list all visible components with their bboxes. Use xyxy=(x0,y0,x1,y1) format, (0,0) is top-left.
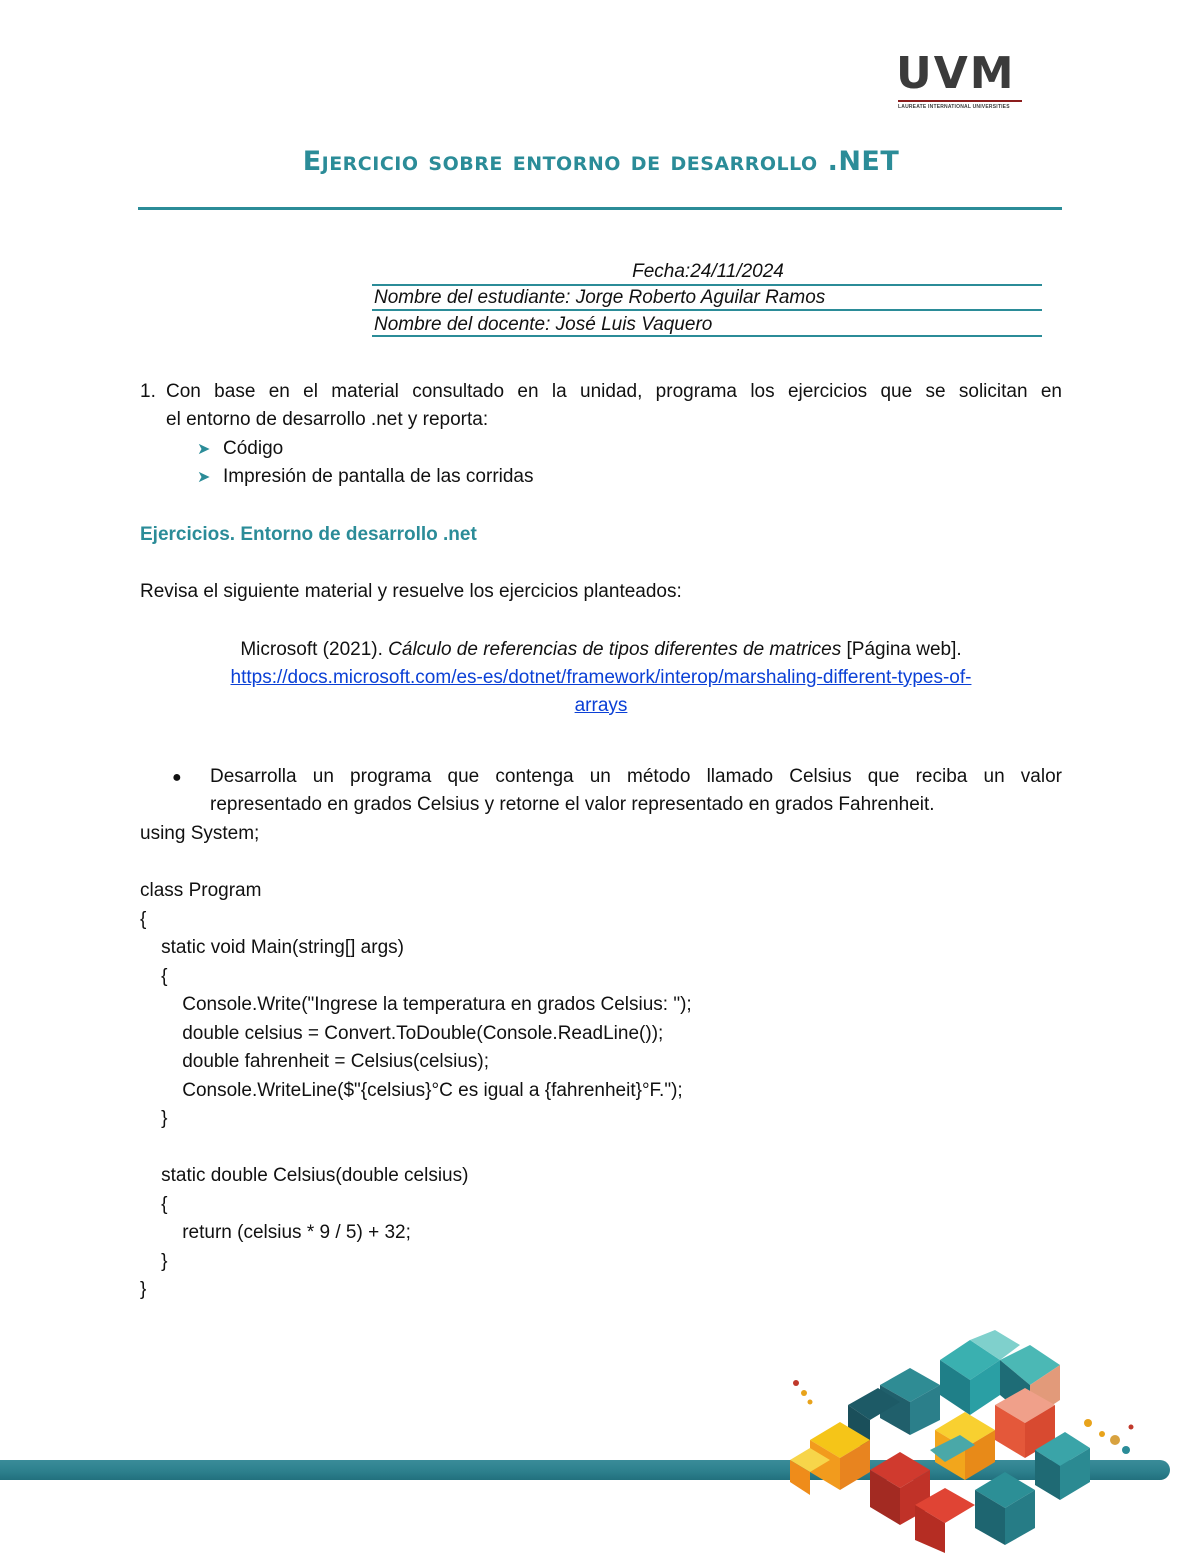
reference-link[interactable]: https://docs.microsoft.com/es-es/dotnet/framework/interop/marshaling-different-types-of- xyxy=(230,667,972,688)
document-title: Ejercicio sobre entorno de desarrollo .NET xyxy=(302,146,900,177)
code-line: } xyxy=(140,1108,168,1129)
code-line: static void Main(string[] args) xyxy=(140,937,404,958)
code-line: double celsius = Convert.ToDouble(Console.ReadLine()); xyxy=(140,1022,664,1044)
code-line: Console.WriteLine($"{celsius}°C es igual a {fahrenheit}°F."); xyxy=(140,1079,683,1101)
code-line: static double Celsius(double celsius) xyxy=(140,1165,469,1186)
code-line: return (celsius * 9 / 5) + 32; xyxy=(140,1222,411,1243)
code-line: { xyxy=(140,908,147,930)
arrow-bullet-icon: ➤ xyxy=(197,441,211,458)
code-line: class Program xyxy=(140,880,262,901)
arrow-bullet-icon: ➤ xyxy=(197,469,211,486)
section-subheading: Ejercicios. Entorno de desarrollo .net xyxy=(140,524,477,545)
code-line: } xyxy=(140,1279,147,1300)
task-line-1: Desarrolla un programa que contenga un método llamado Celsius que reciba un valor xyxy=(210,766,1062,787)
code-line: using System; xyxy=(140,823,260,844)
instruction-number: 1. xyxy=(140,381,156,402)
logo-rule xyxy=(898,100,1022,102)
reference-type: [Página web]. xyxy=(841,639,962,660)
code-line: Console.Write("Ingrese la temperatura en grados Celsius: "); xyxy=(140,994,692,1015)
reference-title: Cálculo de referencias de tipos diferentes de matrices xyxy=(388,639,842,660)
code-line: { xyxy=(140,1193,168,1215)
info-divider xyxy=(372,335,1042,337)
decorative-cubes xyxy=(770,1330,1200,1553)
code-line: { xyxy=(140,965,168,987)
date-field: Fecha:24/11/2024 xyxy=(632,261,784,282)
list-item-label: Código xyxy=(223,438,284,459)
list-item xyxy=(197,435,283,464)
title-divider xyxy=(138,207,1062,210)
list-item xyxy=(197,463,534,492)
list-item-label: Impresión de pantalla de las corridas xyxy=(223,466,534,487)
logo-text: UVM xyxy=(896,48,1016,99)
instruction-line-1: Con base en el material consultado en la unidad, programa los ejercicios que se solicitan en xyxy=(166,381,1062,402)
info-divider xyxy=(372,309,1042,311)
task-line-2: representado en grados Celsius y retorne el valor representado en grados Fahrenheit. xyxy=(210,794,935,815)
student-name-field: Nombre del estudiante: Jorge Roberto Aguilar Ramos xyxy=(374,287,826,308)
logo-tagline: LAUREATE INTERNATIONAL UNIVERSITIES xyxy=(898,104,1010,110)
instruction-line-2: el entorno de desarrollo .net y reporta: xyxy=(166,409,489,430)
reference-link-continued[interactable]: arrays xyxy=(574,695,628,716)
reference-citation xyxy=(140,636,1062,664)
code-line: } xyxy=(140,1250,168,1272)
teacher-name-field: Nombre del docente: José Luis Vaquero xyxy=(374,314,713,335)
code-line: double fahrenheit = Celsius(celsius); xyxy=(140,1051,490,1072)
review-instruction: Revisa el siguiente material y resuelve los ejercicios planteados: xyxy=(140,581,682,602)
reference-author: Microsoft (2021). xyxy=(240,639,389,660)
uvm-logo xyxy=(896,48,1026,112)
bullet-icon: ● xyxy=(172,769,182,786)
